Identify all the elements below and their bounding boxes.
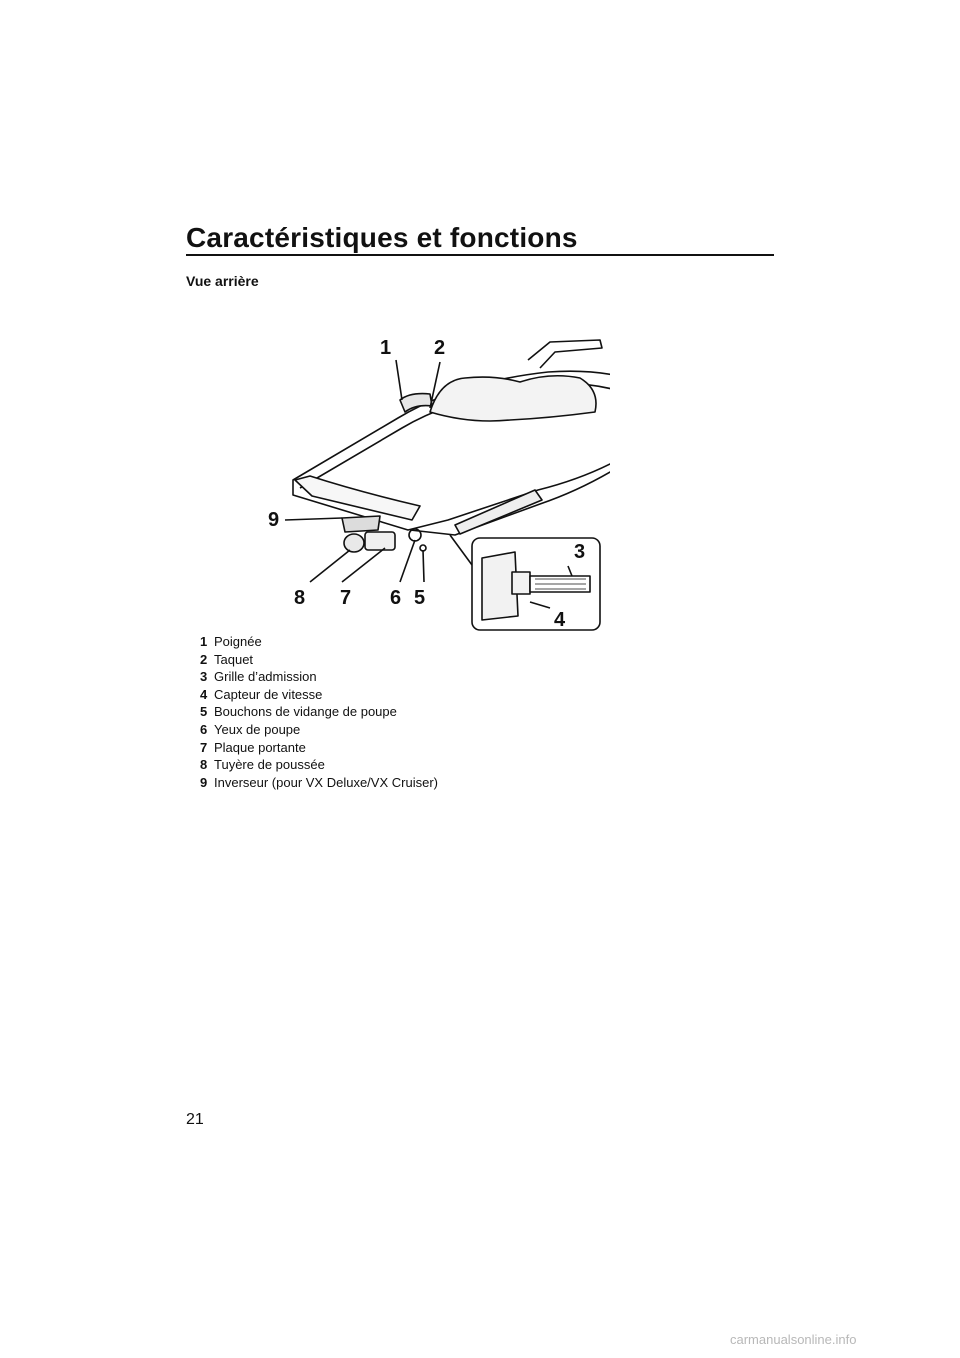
- callout-3: 3: [574, 541, 586, 563]
- thrust-nozzle: [344, 534, 364, 552]
- page-number: 21: [186, 1111, 204, 1128]
- legend-item: 6 Yeux de poupe: [200, 721, 301, 737]
- ride-plate: [365, 532, 395, 550]
- title-rule: [186, 254, 774, 256]
- grab-handle: [400, 394, 432, 412]
- hull-side: [410, 430, 610, 535]
- parts-legend: [200, 633, 438, 791]
- legend-item: 8 Tuyère de poussée: [200, 757, 325, 773]
- sponson: [455, 490, 542, 534]
- seat: [430, 376, 596, 421]
- reverse-gate: [342, 516, 380, 532]
- rear-platform: [295, 476, 420, 520]
- callout-5: 5: [414, 587, 426, 609]
- callout-8: 8: [294, 587, 306, 609]
- callout-7: 7: [340, 587, 352, 609]
- callout-1: 1: [380, 337, 392, 359]
- callout-6: 6: [390, 587, 402, 609]
- watermark: carmanualsonline.info: [730, 1332, 857, 1347]
- legend-item: 2 Taquet: [200, 651, 254, 667]
- callout-4: 4: [554, 609, 566, 631]
- callout-9: 9: [268, 509, 280, 531]
- legend-item: 1 Poignée: [200, 634, 262, 649]
- legend-item: 9 Inverseur (pour VX Deluxe/VX Cruiser): [200, 774, 438, 790]
- legend-item: 7 Plaque portante: [200, 739, 306, 755]
- watercraft-rear-view-illustration: [250, 320, 610, 640]
- page-title: Caractéristiques et fonctions: [186, 222, 578, 253]
- legend-item: 3 Grille d’admission: [200, 669, 317, 685]
- callout-2: 2: [434, 337, 446, 359]
- section-title: Vue arrière: [186, 273, 259, 289]
- handlebar: [528, 340, 602, 368]
- legend-item: 5 Bouchons de vidange de poupe: [200, 704, 397, 720]
- legend-item: 4 Capteur de vitesse: [200, 686, 323, 702]
